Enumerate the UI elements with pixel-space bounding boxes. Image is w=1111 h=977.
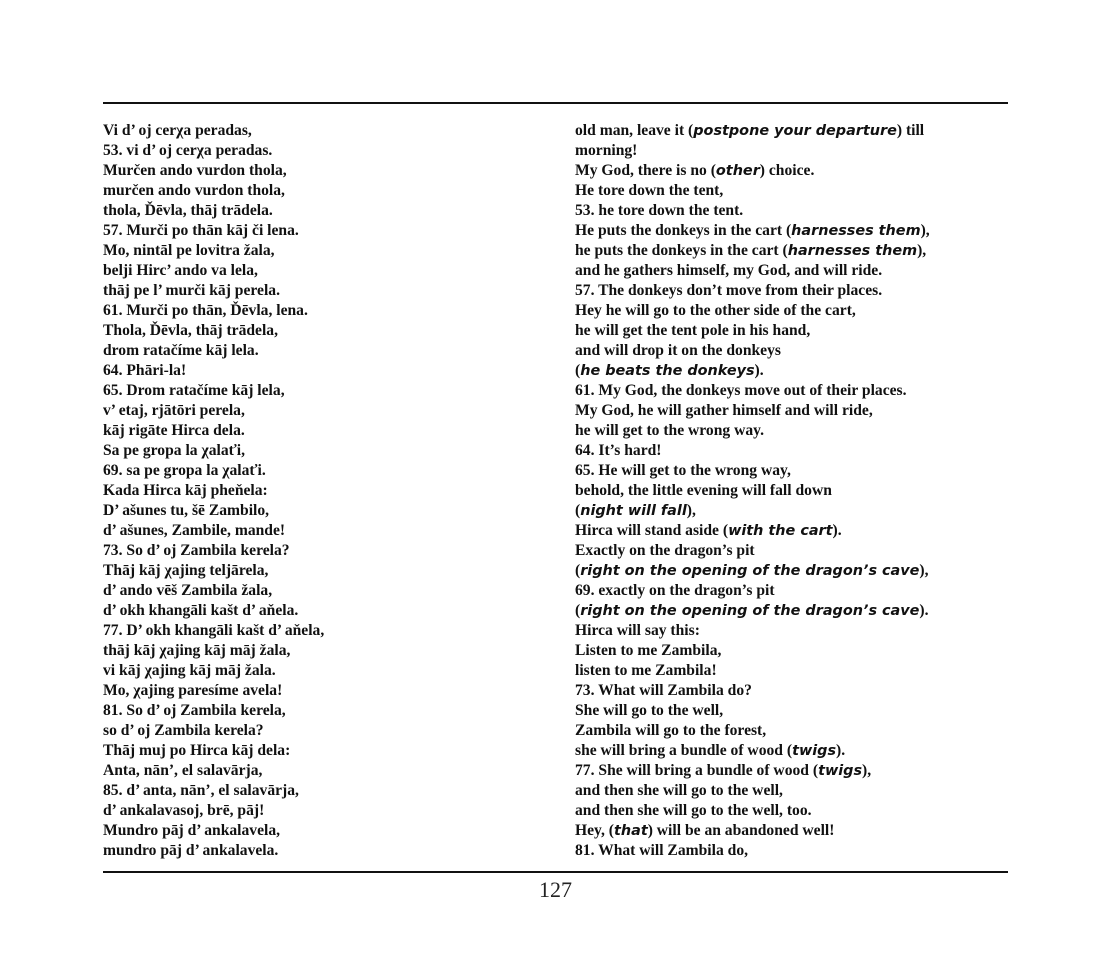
english-verse-line [575,181,1005,201]
english-verse-line [575,701,1005,721]
english-verse-line [575,661,1005,681]
english-verse-line [575,341,1005,361]
line-text: and will drop it on the donkeys [575,342,781,359]
italic-gloss: night will fall [580,503,687,519]
romani-verse-line [103,621,533,641]
line-text: v’ etaj, rjātōri perela, [103,402,245,419]
line-text: kāj rigāte Hirca dela. [103,422,245,439]
line-text: she will bring a bundle of wood ( [575,742,793,759]
romani-verse-line [103,261,533,281]
line-text: He tore down the tent, [575,182,724,199]
line-text: Thāj kāj χajing teljārela, [103,562,269,579]
line-text: ( [575,602,581,619]
romani-verse-line [103,841,533,861]
english-verse-line [575,561,1005,581]
line-text: vi kāj χajing kāj māj žala. [103,662,276,679]
line-text: Exactly on the dragon’s pit [575,542,755,559]
romani-verse-line [103,781,533,801]
line-text: ). [919,602,929,619]
english-verse-line [575,521,1005,541]
romani-verse-line [103,801,533,821]
romani-verse-line [103,541,533,561]
romani-verse-line [103,361,533,381]
line-text: and then she will go to the well, too. [575,802,812,819]
line-text: ), [686,502,696,519]
romani-verse-line [103,121,533,141]
english-verse-line [575,461,1005,481]
line-text: ) till [896,122,925,139]
english-verse-line [575,261,1005,281]
italic-gloss: with the cart [728,523,833,539]
english-verse-line [575,641,1005,661]
romani-verse-line [103,481,533,501]
english-verse-line [575,781,1005,801]
english-verse-line [575,621,1005,641]
english-verse-line [575,421,1005,441]
line-text: ( [575,362,581,379]
english-verse-line [575,481,1005,501]
romani-verse-line [103,501,533,521]
line-text: thola, Ďēvla, thāj trādela. [103,202,273,219]
italic-gloss: that [613,823,648,839]
line-text: belji Hirc’ ando va lela, [103,262,258,279]
romani-verse-line [103,181,533,201]
line-text: he puts the donkeys in the cart ( [575,242,788,259]
line-text: morning! [575,142,638,159]
page-number: 127 [539,877,572,902]
english-verse-line [575,121,1005,141]
line-text: he will get to the wrong way. [575,422,764,439]
english-verse-line [575,501,1005,521]
line-text: Vi d’ oj cerχa peradas, [103,122,252,139]
line-text: d’ ašunes, Zambile, mande! [103,522,286,539]
line-text: D’ ašunes tu, šē Zambilo, [103,502,270,519]
english-verse-line [575,681,1005,701]
romani-verse-line [103,201,533,221]
english-translation-column [575,121,1005,861]
line-text: ). [754,362,764,379]
line-text: Hirca will stand aside ( [575,522,729,539]
romani-verse-line [103,701,533,721]
romani-verse-line [103,601,533,621]
line-text: drom ratačíme kāj lela. [103,342,259,359]
italic-gloss: he beats the donkeys [580,363,755,379]
line-text: d’ okh khangāli kašt d’ aňela. [103,602,299,619]
line-text: Murčen ando vurdon thola, [103,162,287,179]
line-text: ), [920,222,930,239]
line-text: ) choice. [759,162,815,179]
line-text: 57. Murči po thān kāj či lena. [103,222,299,239]
line-text: Hirca will say this: [575,622,700,639]
english-verse-line [575,201,1005,221]
romani-verse-line [103,561,533,581]
romani-verse-line [103,221,533,241]
romani-verse-line [103,761,533,781]
line-text: he will get the tent pole in his hand, [575,322,811,339]
english-verse-line [575,601,1005,621]
romani-verse-line [103,401,533,421]
line-text: 61. Murči po thān, Ďēvla, lena. [103,302,308,319]
romani-verse-line [103,281,533,301]
line-text: 57. The donkeys don’t move from their places. [575,282,883,299]
english-verse-line [575,841,1005,861]
line-text: and then she will go to the well, [575,782,783,799]
romani-verse-line [103,341,533,361]
romani-verse-line [103,741,533,761]
line-text: 77. She will bring a bundle of wood ( [575,762,819,779]
line-text: ), [862,762,872,779]
romani-verse-line [103,461,533,481]
line-text: murčen ando vurdon thola, [103,182,285,199]
romani-verse-line [103,721,533,741]
romani-verse-line [103,581,533,601]
romani-verse-line [103,141,533,161]
italic-gloss: twigs [818,763,863,779]
line-text: listen to me Zambila! [575,662,717,679]
italic-gloss: right on the opening of the dragon’s cave [580,603,920,619]
line-text: Listen to me Zambila, [575,642,722,659]
romani-verse-line [103,821,533,841]
line-text: My God, he will gather himself and will ride, [575,402,873,419]
line-text: Mo, χajing paresíme avela! [103,682,283,699]
line-text: She will go to the well, [575,702,724,719]
english-verse-line [575,761,1005,781]
romani-verse-line [103,661,533,681]
line-text: 65. He will get to the wrong way, [575,462,791,479]
romani-verse-line [103,641,533,661]
english-verse-line [575,141,1005,161]
english-verse-line [575,721,1005,741]
line-text: d’ ankalavasoj, brē, pāj! [103,802,265,819]
romani-verse-line [103,161,533,181]
line-text: 53. he tore down the tent. [575,202,744,219]
english-verse-line [575,161,1005,181]
line-text: 85. d’ anta, nān’, el salavārja, [103,782,299,799]
english-verse-line [575,321,1005,341]
english-verse-line [575,221,1005,241]
italic-gloss: right on the opening of the dragon’s cave [580,563,920,579]
line-text: 73. What will Zambila do? [575,682,752,699]
line-text: 65. Drom ratačíme kāj lela, [103,382,285,399]
romani-verse-line [103,241,533,261]
line-text: old man, leave it ( [575,122,694,139]
line-text: Thola, Ďēvla, thāj trādela, [103,322,278,339]
line-text: 81. So d’ oj Zambila kerela, [103,702,286,719]
line-text: Kada Hirca kāj pheňela: [103,482,268,499]
line-text: behold, the little evening will fall down [575,482,832,499]
line-text: 81. What will Zambila do, [575,842,749,859]
italic-gloss: harnesses them [787,243,918,259]
line-text: thāj kāj χajing kāj māj žala, [103,642,291,659]
english-verse-line [575,581,1005,601]
english-verse-line [575,801,1005,821]
line-text: and he gathers himself, my God, and will ride. [575,262,883,279]
line-text: 61. My God, the donkeys move out of their places. [575,382,907,399]
english-verse-line [575,381,1005,401]
line-text: ). [832,522,842,539]
line-text: ). [836,742,846,759]
line-text: d’ ando vēš Zambila žala, [103,582,273,599]
romani-verse-line [103,521,533,541]
romani-verse-line [103,441,533,461]
line-text: Sa pe gropa la χalaťi, [103,442,245,459]
line-text: He puts the donkeys in the cart ( [575,222,792,239]
line-text: so d’ oj Zambila kerela? [103,722,264,739]
line-text: ( [575,562,581,579]
romani-verse-line [103,381,533,401]
line-text: ), [917,242,927,259]
italic-gloss: twigs [792,743,837,759]
english-verse-line [575,361,1005,381]
top-rule [103,102,1008,104]
line-text: ) will be an abandoned well! [647,822,835,839]
english-verse-line [575,401,1005,421]
line-text: 77. D’ okh khangāli kašt d’ aňela, [103,622,325,639]
line-text: Hey he will go to the other side of the cart, [575,302,856,319]
line-text: thāj pe l’ murči kāj perela. [103,282,280,299]
line-text: Mundro pāj d’ ankalavela, [103,822,281,839]
english-verse-line [575,821,1005,841]
english-verse-line [575,441,1005,461]
romani-verse-line [103,681,533,701]
line-text: ( [575,502,581,519]
line-text: Zambila will go to the forest, [575,722,767,739]
english-verse-line [575,541,1005,561]
line-text: Hey, ( [575,822,614,839]
romani-verse-line [103,301,533,321]
line-text: mundro pāj d’ ankalavela. [103,842,279,859]
line-text: 69. sa pe gropa la χalaťi. [103,462,266,479]
romani-verse-line [103,321,533,341]
line-text: Anta, nān’, el salavārja, [103,762,263,779]
bottom-rule [103,871,1008,873]
line-text: 64. It’s hard! [575,442,662,459]
italic-gloss: other [715,163,760,179]
english-verse-line [575,301,1005,321]
line-text: 53. vi d’ oj cerχa peradas. [103,142,273,159]
romani-verse-line [103,421,533,441]
italic-gloss: harnesses them [791,223,921,239]
romani-text-column [103,121,533,861]
english-verse-line [575,741,1005,761]
line-text: Thāj muj po Hirca kāj dela: [103,742,291,759]
line-text: 73. So d’ oj Zambila kerela? [103,542,290,559]
line-text: ), [919,562,929,579]
english-verse-line [575,281,1005,301]
line-text: 64. Phāri-la! [103,362,187,379]
italic-gloss: postpone your departure [693,123,897,139]
english-verse-line [575,241,1005,261]
line-text: My God, there is no ( [575,162,716,179]
line-text: Mo, nintāl pe lovitra žala, [103,242,275,259]
line-text: 69. exactly on the dragon’s pit [575,582,775,599]
